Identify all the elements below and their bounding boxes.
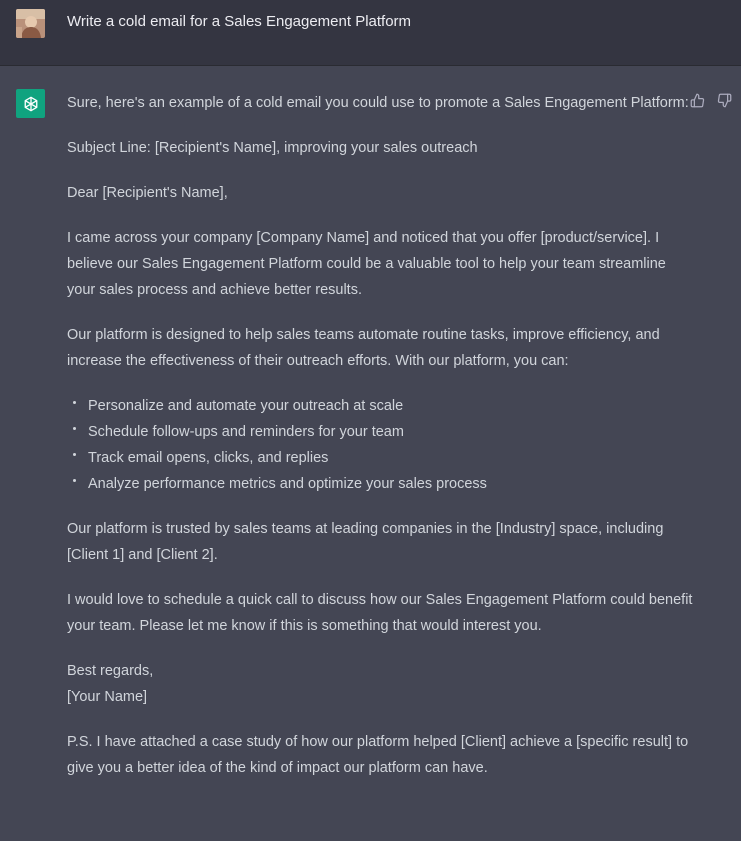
greeting: Dear [Recipient's Name],: [67, 185, 228, 201]
intro-text: Sure, here's an example of a cold email you could use to promote a Sales Engagement Platform:: [67, 95, 689, 111]
paragraph-4: I would love to schedule a quick call to discuss how our Sales Engagement Platform could benefit your team. Please let me know if this is something that would interest you.: [67, 592, 693, 634]
user-avatar: [16, 9, 45, 38]
paragraph-3: Our platform is trusted by sales teams at leading companies in the [Industry] space, including [Client 1] and [Client 2].: [67, 521, 664, 563]
assistant-message-row: [0, 66, 741, 841]
assistant-message-content: [67, 90, 697, 800]
sign-off: Best regards,: [67, 663, 154, 679]
postscript: P.S. I have attached a case study of how our platform helped [Client] achieve a [specific result] to give you a better idea of the kind of impact our platform can have.: [67, 734, 689, 776]
paragraph-2: Our platform is designed to help sales teams automate routine tasks, improve efficiency, and increase the effectiveness of their outreach efforts. With our platform, you can:: [67, 327, 660, 369]
list-item: Schedule follow-ups and reminders for your team: [67, 419, 697, 445]
openai-logo-icon: [16, 89, 45, 118]
list-item: Analyze performance metrics and optimize your sales process: [67, 471, 697, 497]
list-item: Personalize and automate your outreach at scale: [67, 393, 697, 419]
list-item: Track email opens, clicks, and replies: [67, 445, 697, 471]
thumbs-down-icon[interactable]: [716, 92, 732, 108]
signature: [Your Name]: [67, 689, 148, 705]
user-message-row: [0, 0, 741, 66]
sign-off-block: [67, 658, 697, 710]
benefits-list: [67, 393, 697, 497]
user-message-text: Write a cold email for a Sales Engagement Platform: [67, 13, 412, 30]
paragraph-1: I came across your company [Company Name] and noticed that you offer [product/service]. I believe our Sales Engagement Platform could be a valuable tool to help your team streamline your sales process and achieve better results.: [67, 230, 666, 298]
subject-line: Subject Line: [Recipient's Name], improving your sales outreach: [67, 140, 478, 156]
